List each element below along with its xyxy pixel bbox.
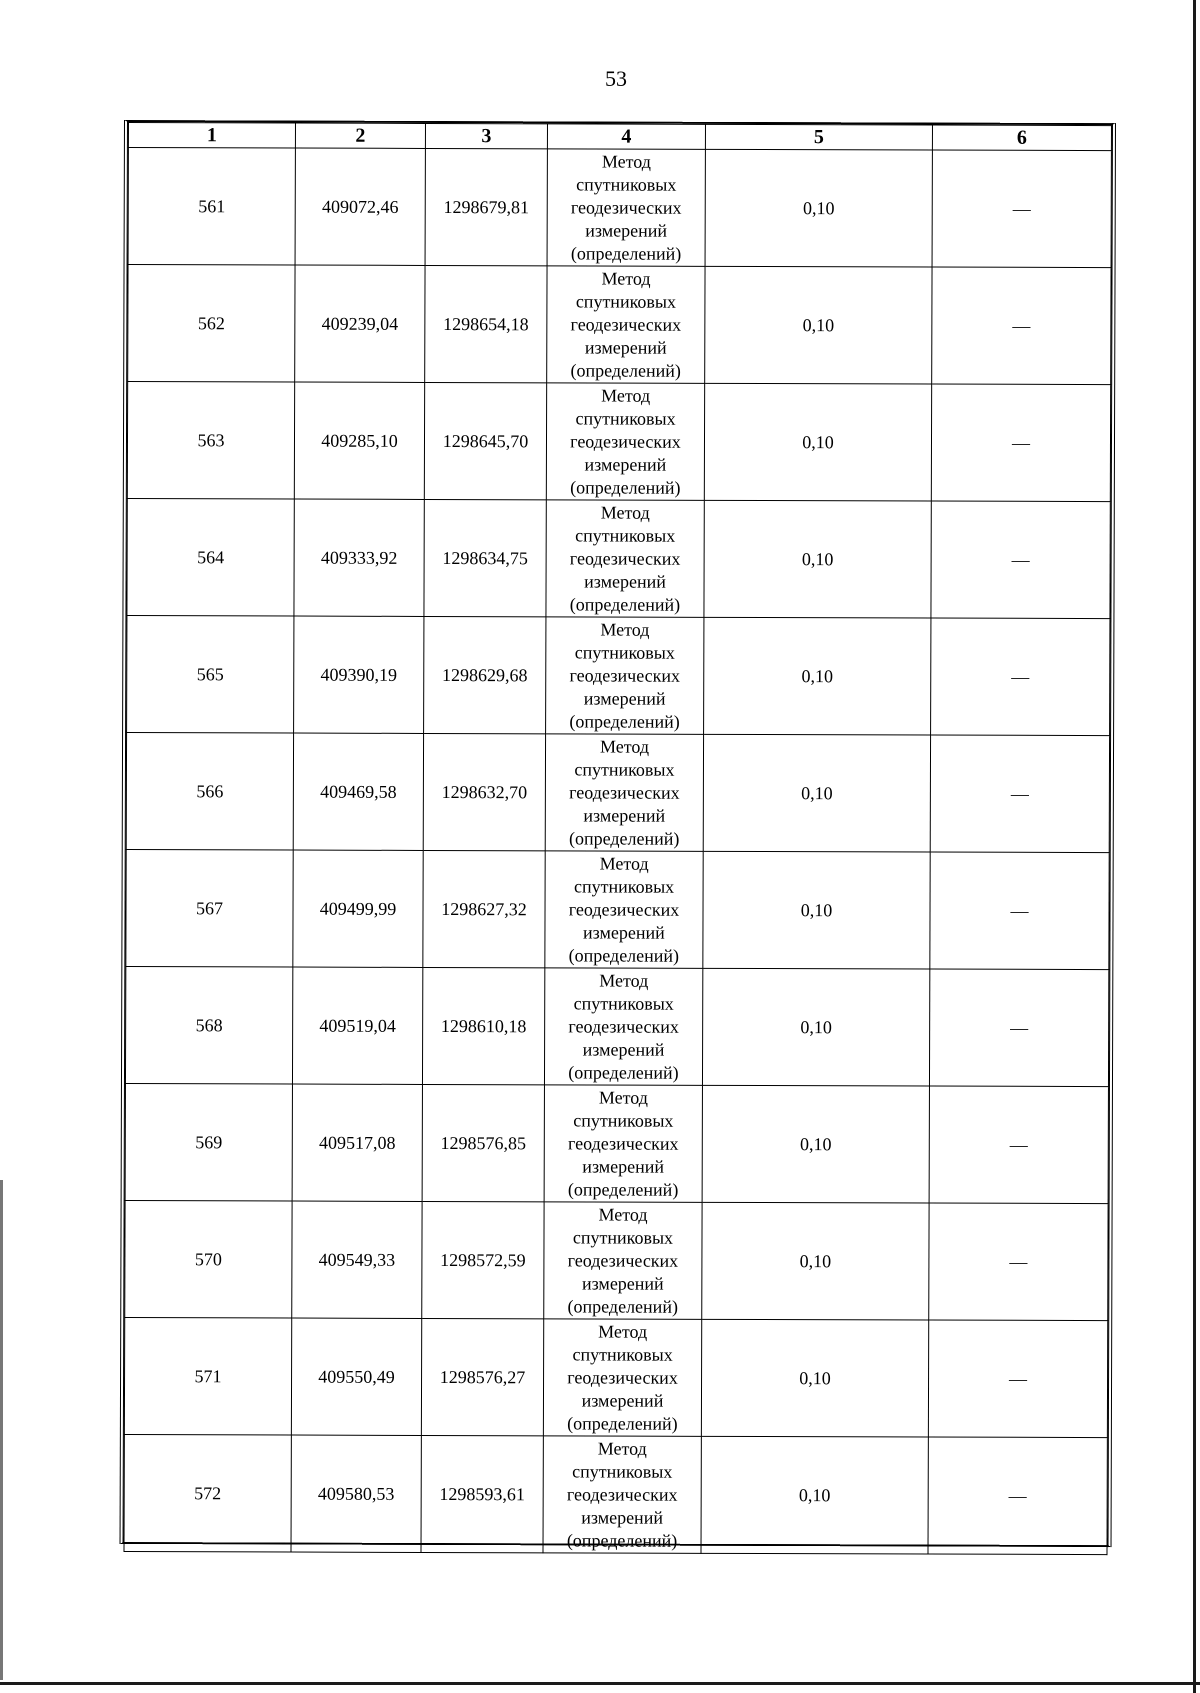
y-coordinate-cell: 1298576,85 — [422, 1084, 544, 1201]
table-row — [124, 1435, 1107, 1555]
method-line: измерений — [584, 336, 667, 358]
method-line: геодезических — [570, 313, 682, 335]
method-line: (определений) — [566, 1529, 678, 1551]
accuracy-cell: 0,10 — [702, 1202, 929, 1320]
accuracy-cell: 0,10 — [705, 149, 932, 267]
y-coordinate-cell: 1298610,18 — [422, 967, 544, 1084]
header-col-5: 5 — [705, 124, 932, 150]
y-coordinate-cell: 1298654,18 — [425, 265, 547, 382]
coordinates-table — [124, 122, 1112, 1555]
header-col-2: 2 — [295, 123, 425, 148]
note-cell: — — [931, 618, 1110, 736]
method-cell — [544, 968, 702, 1085]
method-line: Метод — [599, 735, 650, 757]
point-number-cell: 572 — [124, 1435, 291, 1553]
method-line: геодезических — [567, 1366, 678, 1388]
point-number-cell: 567 — [126, 850, 293, 968]
x-coordinate-cell: 409333,92 — [294, 499, 424, 616]
point-number-cell: 570 — [125, 1201, 292, 1319]
method-line: измерений — [581, 1389, 664, 1411]
y-coordinate-cell: 1298629,68 — [424, 616, 546, 733]
method-line: геодезических — [569, 547, 681, 569]
x-coordinate-cell: 409469,58 — [293, 733, 423, 850]
y-coordinate-cell: 1298632,70 — [423, 733, 545, 850]
method-line: геодезических — [567, 1132, 679, 1154]
scan-edge-left — [0, 1180, 3, 1680]
point-number-cell: 566 — [126, 733, 293, 851]
table-row — [127, 616, 1110, 736]
accuracy-cell: 0,10 — [704, 500, 931, 618]
scan-edge-bottom — [0, 1682, 1200, 1685]
accuracy-cell: 0,10 — [704, 617, 931, 735]
method-line: (определений) — [568, 944, 680, 966]
accuracy-cell: 0,10 — [701, 1319, 928, 1437]
header-col-6: 6 — [932, 125, 1111, 151]
method-cell — [545, 734, 703, 851]
point-number-cell: 565 — [127, 616, 294, 734]
method-line: Метод — [598, 1320, 648, 1342]
method-cell — [544, 1085, 702, 1202]
note-cell: — — [931, 501, 1110, 619]
x-coordinate-cell: 409285,10 — [294, 382, 424, 499]
x-coordinate-cell: 409517,08 — [292, 1084, 422, 1201]
table-row — [126, 733, 1109, 853]
method-line: геодезических — [568, 898, 680, 920]
method-line: спутниковых — [575, 524, 676, 546]
y-coordinate-cell: 1298679,81 — [425, 148, 547, 265]
method-line: спутниковых — [572, 1226, 674, 1248]
method-line: измерений — [583, 921, 665, 943]
note-cell: — — [930, 735, 1109, 853]
method-cell — [547, 149, 705, 266]
method-line: измерений — [582, 1038, 665, 1060]
note-cell: — — [929, 969, 1108, 1087]
method-cell — [547, 266, 705, 383]
note-cell: — — [932, 150, 1111, 268]
method-line: Метод — [601, 268, 651, 289]
note-cell: — — [930, 852, 1109, 970]
method-line: измерений — [583, 804, 666, 826]
note-cell: — — [931, 384, 1110, 502]
y-coordinate-cell: 1298645,70 — [424, 382, 546, 499]
point-number-cell: 568 — [125, 967, 292, 1085]
method-line: (определений) — [569, 827, 680, 849]
accuracy-cell: 0,10 — [701, 1436, 928, 1554]
method-line: спутниковых — [573, 1109, 674, 1131]
table-row — [125, 1201, 1108, 1321]
y-coordinate-cell: 1298593,61 — [421, 1435, 543, 1552]
method-line: (определений) — [570, 359, 681, 381]
note-cell: — — [929, 1203, 1108, 1321]
method-line: (определений) — [568, 1061, 679, 1083]
header-col-3: 3 — [425, 123, 547, 148]
method-line: геодезических — [569, 664, 681, 686]
note-cell: — — [929, 1086, 1108, 1204]
method-line: геодезических — [569, 781, 680, 803]
accuracy-cell: 0,10 — [704, 383, 931, 501]
note-cell: — — [932, 267, 1111, 385]
method-line: спутниковых — [574, 758, 675, 780]
coordinates-table-frame — [120, 120, 1116, 1551]
method-line: (определений) — [570, 476, 681, 498]
method-line: Метод — [598, 1086, 648, 1108]
method-line: измерений — [585, 219, 668, 241]
point-number-cell: 564 — [127, 499, 294, 617]
table-row — [128, 148, 1111, 268]
point-number-cell: 562 — [128, 265, 295, 383]
x-coordinate-cell: 409549,33 — [292, 1201, 422, 1318]
method-line: Метод — [597, 1437, 647, 1459]
method-line: спутниковых — [572, 1343, 673, 1365]
method-line: Метод — [601, 385, 651, 406]
method-line: Метод — [599, 969, 649, 991]
method-line: измерений — [581, 1506, 664, 1528]
method-line: спутниковых — [573, 875, 675, 897]
point-number-cell: 563 — [127, 382, 294, 500]
x-coordinate-cell: 409239,04 — [295, 265, 425, 382]
method-line: спутниковых — [573, 992, 674, 1014]
header-col-4: 4 — [547, 124, 705, 149]
method-cell — [546, 617, 704, 734]
method-line: измерений — [581, 1272, 664, 1294]
table-header-row — [128, 123, 1111, 151]
method-line: геодезических — [570, 430, 681, 452]
accuracy-cell: 0,10 — [705, 266, 932, 384]
method-line: геодезических — [568, 1015, 679, 1037]
method-line: измерений — [582, 1155, 665, 1177]
x-coordinate-cell: 409519,04 — [292, 967, 422, 1084]
table-row — [126, 850, 1109, 970]
x-coordinate-cell: 409499,99 — [293, 850, 423, 967]
accuracy-cell: 0,10 — [703, 851, 930, 969]
method-line: спутниковых — [575, 290, 677, 312]
x-coordinate-cell: 409390,19 — [294, 616, 424, 733]
y-coordinate-cell: 1298634,75 — [424, 499, 546, 616]
y-coordinate-cell: 1298572,59 — [422, 1201, 544, 1318]
table-body — [124, 148, 1111, 1555]
method-cell — [545, 851, 703, 968]
method-line: Метод — [598, 1203, 648, 1225]
point-number-cell: 561 — [128, 148, 295, 266]
method-line: Метод — [599, 852, 649, 874]
method-line: Метод — [600, 618, 650, 640]
method-cell — [544, 1202, 702, 1319]
method-line: геодезических — [570, 196, 682, 218]
accuracy-cell: 0,10 — [703, 734, 930, 852]
method-line: (определений) — [567, 1295, 678, 1317]
method-line: измерений — [583, 687, 666, 709]
y-coordinate-cell: 1298627,32 — [423, 850, 545, 967]
method-cell — [546, 383, 704, 500]
method-line: (определений) — [569, 593, 681, 615]
accuracy-cell: 0,10 — [702, 968, 929, 1086]
method-line: (определений) — [567, 1412, 678, 1434]
method-line: спутниковых — [572, 1460, 673, 1482]
method-line: Метод — [600, 501, 650, 523]
method-line: спутниковых — [574, 641, 675, 663]
method-line: спутниковых — [576, 173, 677, 195]
table-row — [127, 382, 1110, 502]
table-row — [127, 499, 1110, 619]
x-coordinate-cell: 409550,49 — [291, 1318, 421, 1435]
table-row — [128, 265, 1111, 385]
method-line: (определений) — [567, 1178, 679, 1200]
method-cell — [546, 500, 704, 617]
method-line: (определений) — [570, 242, 682, 264]
point-number-cell: 569 — [125, 1084, 292, 1202]
method-line: спутниковых — [575, 407, 676, 429]
table-row — [124, 1318, 1107, 1438]
method-line: Метод — [601, 151, 651, 172]
x-coordinate-cell: 409072,46 — [295, 148, 425, 265]
method-line: измерений — [584, 570, 666, 592]
page-number: 53 — [605, 66, 627, 91]
point-number-cell: 571 — [124, 1318, 291, 1436]
accuracy-cell: 0,10 — [702, 1085, 929, 1203]
method-cell — [543, 1436, 701, 1553]
table-row — [125, 967, 1108, 1087]
y-coordinate-cell: 1298576,27 — [421, 1318, 543, 1435]
method-line: геодезических — [567, 1249, 679, 1271]
note-cell: — — [928, 1437, 1107, 1555]
header-col-1: 1 — [128, 123, 295, 149]
note-cell: — — [928, 1320, 1107, 1438]
method-cell — [543, 1319, 701, 1436]
method-line: (определений) — [569, 710, 680, 732]
method-line: геодезических — [566, 1483, 678, 1505]
x-coordinate-cell: 409580,53 — [291, 1435, 421, 1552]
scan-edge-right — [1193, 0, 1196, 1693]
table-row — [125, 1084, 1108, 1204]
method-line: измерений — [584, 453, 667, 475]
